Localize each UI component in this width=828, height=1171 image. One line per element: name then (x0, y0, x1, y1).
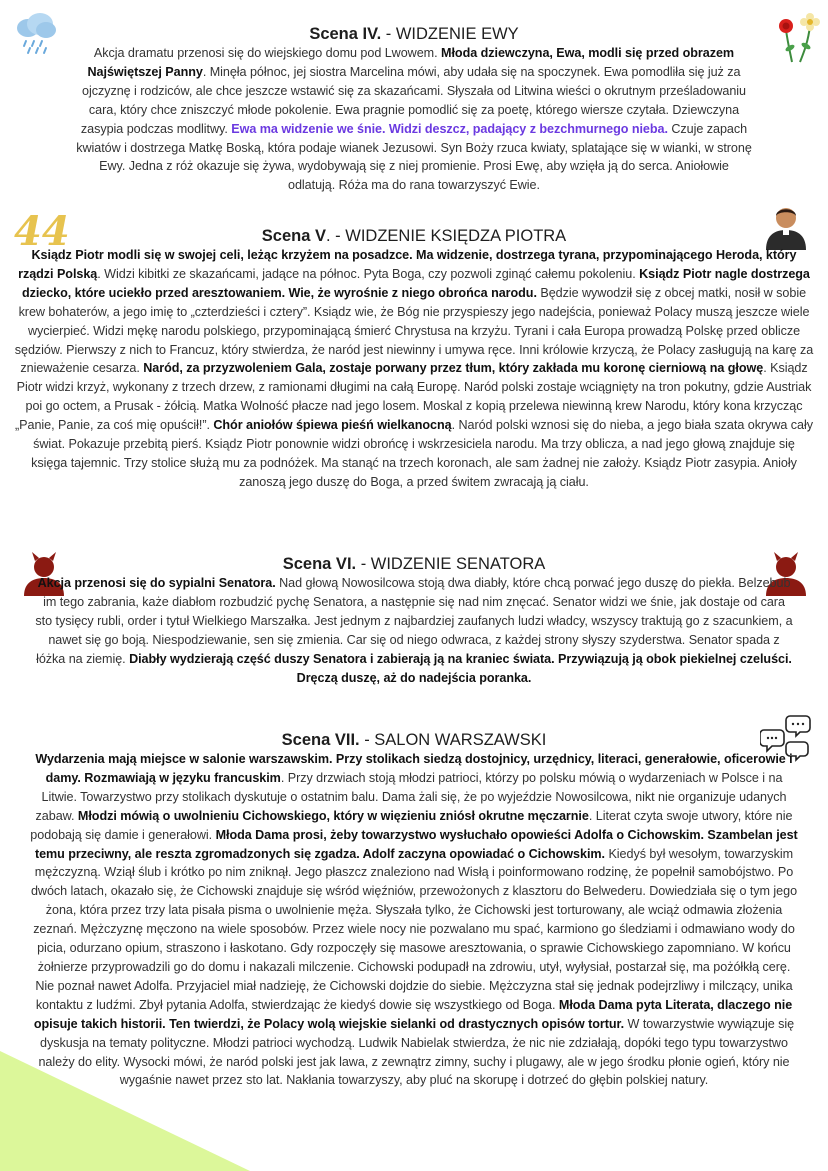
text-run: Akcja dramatu przenosi się do wiejskiego domu pod Lwowem. (93, 46, 442, 60)
text-run: Nad głową Nowosilcowa stoją dwa diabły, które chcą porwać jego duszę do piekła. Belzebub im tego zabrania, każe diabłom rozbudzić pychę Senatora, a następnie się nad nim znęcać. Senator widzi we śnie, jak dostaje od cara sto tysięcy rubli, order i tytuł Wielkiego Marszałka. Jest jednym z najbardziej zaufanych ludzi władcy, wszyscy traktują go z szacunkiem, a nawet się go boją. Niespodziewanie, sen się zmienia. Car się od niego odwraca, z każdej strony słyszy szyderstwa. Senator spada z łóżka na ziemię. (35, 576, 793, 666)
scene-6-section (0, 554, 828, 687)
bold-text-run: Ksiądz Piotr nagle dostrzega dziecko, które uciekło przed aresztowaniem. Wie, że wyrośnie z niego obrońca narodu. (21, 266, 810, 300)
text-run: W towarzystwie wywiązuje się dyskusja na tematy polityczne. Młodzi patrioci wychodzą. Ludwik Nabielak stwierdza, że nic nie zdziałają, dopóki tego typu towarzystwo należy do elity. Wysocki mówi, że naród polski jest jak lawa, z zewnątrz zimny, suchy i plugawy, ale w jego środku płonie ogień, który nie wygaśnie nawet przez sto lat. Nakłania towarzyszy, aby pluć na skorupę i dotrzeć do głębin polskiej natury. (38, 1016, 795, 1088)
bold-text-run: Wydarzenia mają miejsce w salonie warszawskim. Przy stolikach siedzą dostojnicy, urzędnicy, literaci, generałowie, oficerowie i damy. Rozmawiają w języku francuskim (35, 752, 793, 785)
scene-title-name: - SALON WARSZAWSKI (359, 731, 547, 749)
bold-text-run: Diabły wydzierają część duszy Senatora i zabierają ją na kraniec świata. Przywiązują ją obok piekielnej czeluści. Dręczą duszę, aż do nadejścia poranka. (129, 651, 792, 685)
scene-7-title (0, 730, 828, 750)
bold-text-run: Akcja przenosi się do sypialni Senatora. (37, 576, 276, 590)
text-run: . Minęła północ, jej siostra Marcelina mówi, aby udała się na spoczynek. Ewa pomodliła się już za ojczyznę i rodziców, ale chce jeszcze wstawić się za skazańcami. Słyszała od Litwina wieści o okrutnym prześladowaniu cara, który chce zniszczyć młode pokolenie. Ewa pragnie pomodlić się za poetę, którego wiersze czytała. Dziewczyna zasypia podczas modlitwy. (80, 64, 746, 136)
bold-text-run: Młoda Dama pyta Literata, dlaczego nie opisuje takich historii. Ten twierdzi, że Polacy wolą wiejskie sielanki od drastycznych opisów tortur. (33, 997, 793, 1031)
text-run: . Naród polski wznosi się do nieba, a jego biała szata okrywa cały świat. Pokazuje przebitą pierś. Ksiądz Piotr ponownie widzi obrońcę i wskrzesiciela narodu. Ma trzy oblicza, a nad jego głową znajduje się księga tajemnic. Trzy stolice służą mu za podnóżek. Ma stanąć na trzech koronach, ale sam żadnej nie założy. Ksiądz Piotr zasypia. Anioły zanoszą jego duszę do Boga, a przed świtem zwracają ją ciału. (31, 418, 813, 489)
text-run: . Ksiądz Piotr widzi krzyż, wykonany z trzech drzew, z ramionami długimi na całą Europę. Naród polski zostaje wciągnięty na tron pokutny, gdzie Austriak poi go octem, a Prusak - żółcią. Matka Wolność płacze nad jego losem. Moskal z kopią przelewa niewinną krew Narodu, który kona krzycząc „Panie, Panie, za coś mię opuścił!”. (15, 361, 812, 433)
scene-title-name: - WIDZENIE EWY (381, 25, 519, 43)
scene-7-section (0, 730, 828, 1090)
scene-7-text (29, 750, 799, 1090)
scene-title-number: Scena IV. (309, 25, 382, 43)
text-run: Ewa ma widzenie we śnie. Widzi deszcz, padający z bezchmurnego nieba. (231, 121, 668, 136)
scene-title-number: Scena V (261, 227, 326, 245)
scene-title-number: Scena VI. (282, 555, 357, 573)
text-run: . Literat czyta swoje utwory, które nie podobają się damie i generałowi. (30, 808, 793, 842)
text-run: Będzie wywodził się z obcej matki, nosił w sobie krew bohaterów, a jego imię to „czterdzieści i cztery”. Ksiądz wie, że Bóg nie przyspieszy jego nadejścia, ponieważ Polacy muszą jeszcze wiele wycierpieć. Widzi mękę narodu polskiego, przypominającą śmierć Chrystusa na krzyżu. Tyrani i cała Europa prowadzą Polskę przed oblicze sędziów. Pierwszy z nich to Francuz, który stwierdza, że naród jest niewinny i umywa ręce. Inni królowie krzyczą, że Polacy zasługują na karę za znieważenie cesarza. (14, 285, 814, 376)
text-run: Kiedyś był wesołym, towarzyskim mężczyzną. Wziął ślub i krótko po nim zniknął. Jego płaszcz znaleziono nad Wisłą i poinformowano rodzinę, że popełnił samobójstwo. Po dwóch latach, okazało się, że Cichowski znajduje się wśród więźniów, przewożonych z klasztoru do Belwederu. Dowiedziała się o tym jego żona, która przez trzy lata pisała pisma o uwolnienie męża. Słyszała tylko, że Cichowski jest torturowany, ale wciąż odmawia złożenia zeznań. Mężczyznę męczono na wiele sposobów. Przez wiele nocy nie pozwalano mu spać, karmiono go śledziami i odmawiano wody do picia, odurzano opium, straszono i łaskotano. Gdy rozpoczęły się masowe aresztowania, o sprawie Cichowskiego zapomniano. W końcu żołnierze przyprowadzili go do domu i nakazali milczenie. Cichowski podupadł na zdrowiu, utył, wyłysiał, postarzał się, ma pożółkłą cerę. Nie poznał nawet Adolfa. Przyjaciel miał nadzieję, że Cichowski dojdzie do siebie. Mężczyzna stał się jednak podejrzliwy i milczący, unika kontaktu z ludźmi. Zbył pytania Adolfa, stwierdzając że kiedyś dowie się wszystkiego od Boga. (30, 846, 798, 1012)
scene-4-text (74, 44, 754, 195)
scene-4-section (0, 24, 828, 195)
bold-text-run: Młoda Dama prosi, żeby towarzystwo wysłuchało opowieści Adolfa o Cichowskim. Szambelan jest temu przeciwny, ale reszta zgromadzonych się zgadza. Adolf zaczyna opowiadać o Cichowskim. (34, 827, 798, 861)
scene-5-section (0, 226, 828, 492)
scene-5-title (0, 226, 828, 246)
bold-text-run: Młodzi mówią o uwolnieniu Cichowskiego, który w więzieniu zniósł okrutne męczarnie (77, 808, 589, 823)
scene-6-title (0, 554, 828, 574)
bold-text-run: Chór aniołów śpiewa pieśń wielkanocną (213, 418, 452, 433)
bold-text-run: Naród, za przyzwoleniem Gala, zostaje porwany przez tłum, który zakłada mu koronę cierniową na głowę (143, 361, 764, 376)
scene-title-name: - WIDZENIE SENATORA (356, 555, 546, 573)
bold-text-run: Młoda dziewczyna, Ewa, modli się przed obrazem Najświętszej Panny (87, 46, 735, 79)
quote-mark-icon: 44 (14, 208, 70, 255)
text-run: . Widzi kibitki ze skazańcami, jadące na północ. Pyta Boga, czy pozwoli zginąć całemu pokoleniu. (97, 266, 640, 281)
text-run: . Przy drzwiach stoją młodzi patrioci, którzy po polsku mówią o wydarzeniach w Polsce i na Litwie. Towarzystwo przy stolikach dyskutuje o ostatnim balu. Dama żali się, że po wyjeździe Nowosilcowa, nikt nie organizuje udanych zabaw. (35, 770, 787, 823)
bold-text-run: Ksiądz Piotr modli się w swojej celi, leżąc krzyżem na posadzce. Ma widzenie, dostrzega tyrana, przypominającego Heroda, który rządzi Polską (18, 248, 797, 281)
scene-5-text (14, 246, 814, 492)
scene-title-number: Scena VII. (281, 731, 360, 749)
scene-4-title (0, 24, 828, 44)
scene-6-text (34, 574, 794, 687)
scene-title-name: . - WIDZENIE KSIĘDZA PIOTRA (326, 227, 567, 245)
text-run: Czuje zapach kwiatów i dostrzega Matkę Boską, która podaje wianek Jezusowi. Syn Boży rzuca kwiaty, splatające się w wianki, w stronę Ewy. Jedna z róż okazuje się żywa, wydobywają się z niej promienie. Prosi Ewę, aby wzięła ją do serca. Aniołowie odlatują. Róża ma do rana towarzyszyć Ewie. (76, 121, 752, 193)
